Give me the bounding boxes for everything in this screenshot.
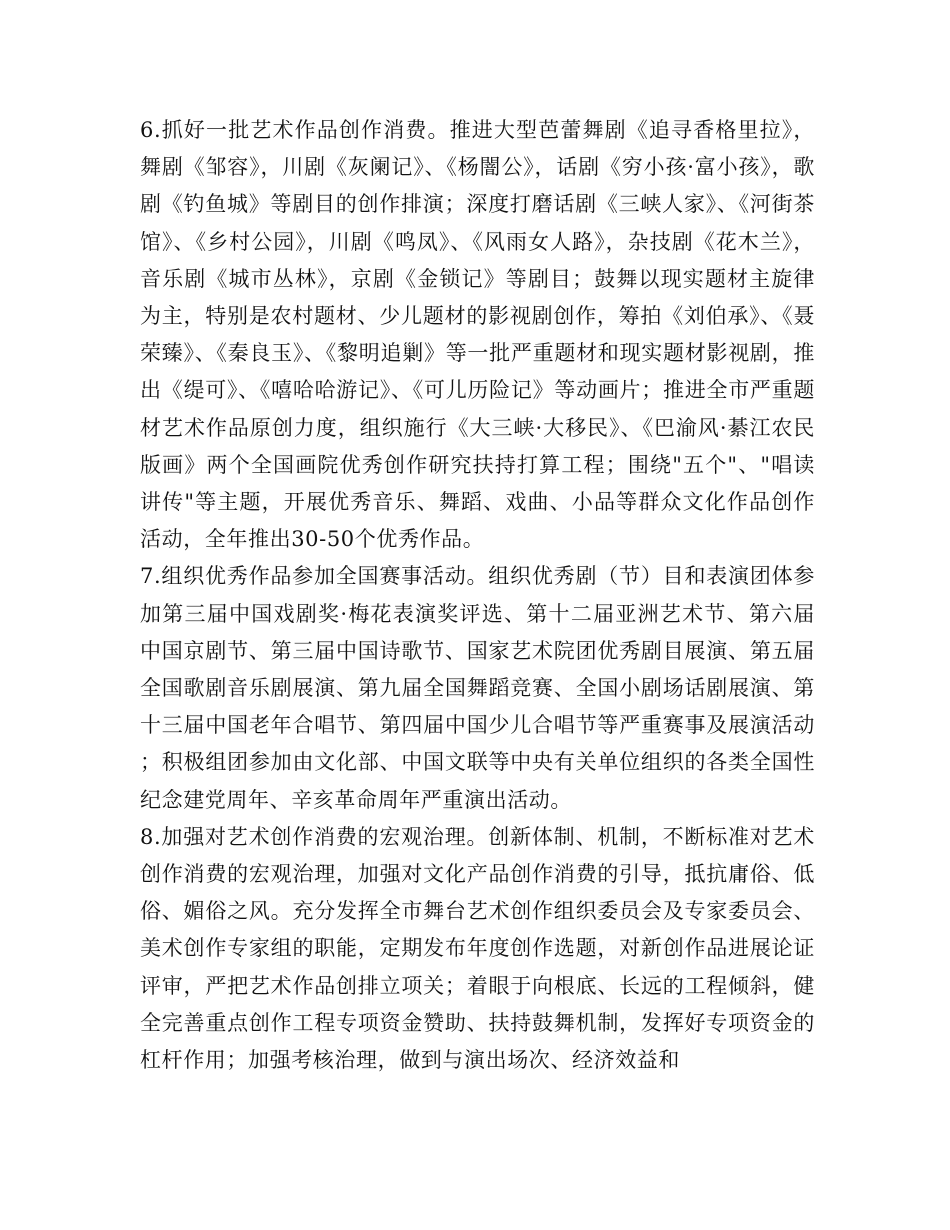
paragraph-6-art-creation: 6.抓好一批艺术作品创作消费。推进大型芭蕾舞剧《追寻香格里拉》，舞剧《邹容》，川剧《灰阑记》、《杨闇公》，话剧《穷小孩·富小孩》，歌剧《钓鱼城》等剧目的创作排演；深度打磨话剧《三峡人家》、《河街茶馆》、《乡村公园》，川剧《鸣凤》、《风雨女人路》，杂技剧《花木兰》，音乐剧《城市丛林》，京剧《金锁记》等剧目；鼓舞以现实题材主旋律为主，特别是农村题材、少儿题材的影视剧创作，筹拍《刘伯承》、《聂荣臻》、《秦良玉》、《黎明追剿》等一批严重题材和现实题材影视剧，推出《缇可》、《嘻哈哈游记》、《可儿历险记》等动画片；推进全市严重题材艺术作品原创力度，组织施行《大三峡·大移民》、《巴渝风·綦江农民版画》两个全国画院优秀创作研究扶持打算工程；围绕"五个"、"唱读讲传"等主题，开展优秀音乐、舞蹈、戏曲、小品等群众文化作品创作活动，全年推出30-50个优秀作品。 [140, 118, 815, 552]
document-body [140, 112, 815, 1079]
paragraph-7-national-competitions: 7.组织优秀作品参加全国赛事活动。组织优秀剧（节）目和表演团体参加第三届中国戏剧奖·梅花表演奖评选、第十二届亚洲艺术节、第六届中国京剧节、第三届中国诗歌节、国家艺术院团优秀剧目展演、第五届全国歌剧音乐剧展演、第九届全国舞蹈竞赛、全国小剧场话剧展演、第十三届中国老年合唱节、第四届中国少儿合唱节等严重赛事及展演活动；积极组团参加由文化部、中国文联等中央有关单位组织的各类全国性纪念建党周年、辛亥革命周年严重演出活动。 [140, 564, 815, 812]
paragraph-8-macro-management: 8.加强对艺术创作消费的宏观治理。创新体制、机制，不断标准对艺术创作消费的宏观治理，加强对文化产品创作消费的引导，抵抗庸俗、低俗、媚俗之风。充分发挥全市舞台艺术创作组织委员会及专家委员会、美术创作专家组的职能，定期发布年度创作选题，对新创作品进展论证评审，严把艺术作品创排立项关；着眼于向根底、长远的工程倾斜，健全完善重点创作工程专项资金赞助、扶持鼓舞机制，发挥好专项资金的杠杆作用；加强考核治理，做到与演出场次、经济效益和 [140, 824, 815, 1073]
